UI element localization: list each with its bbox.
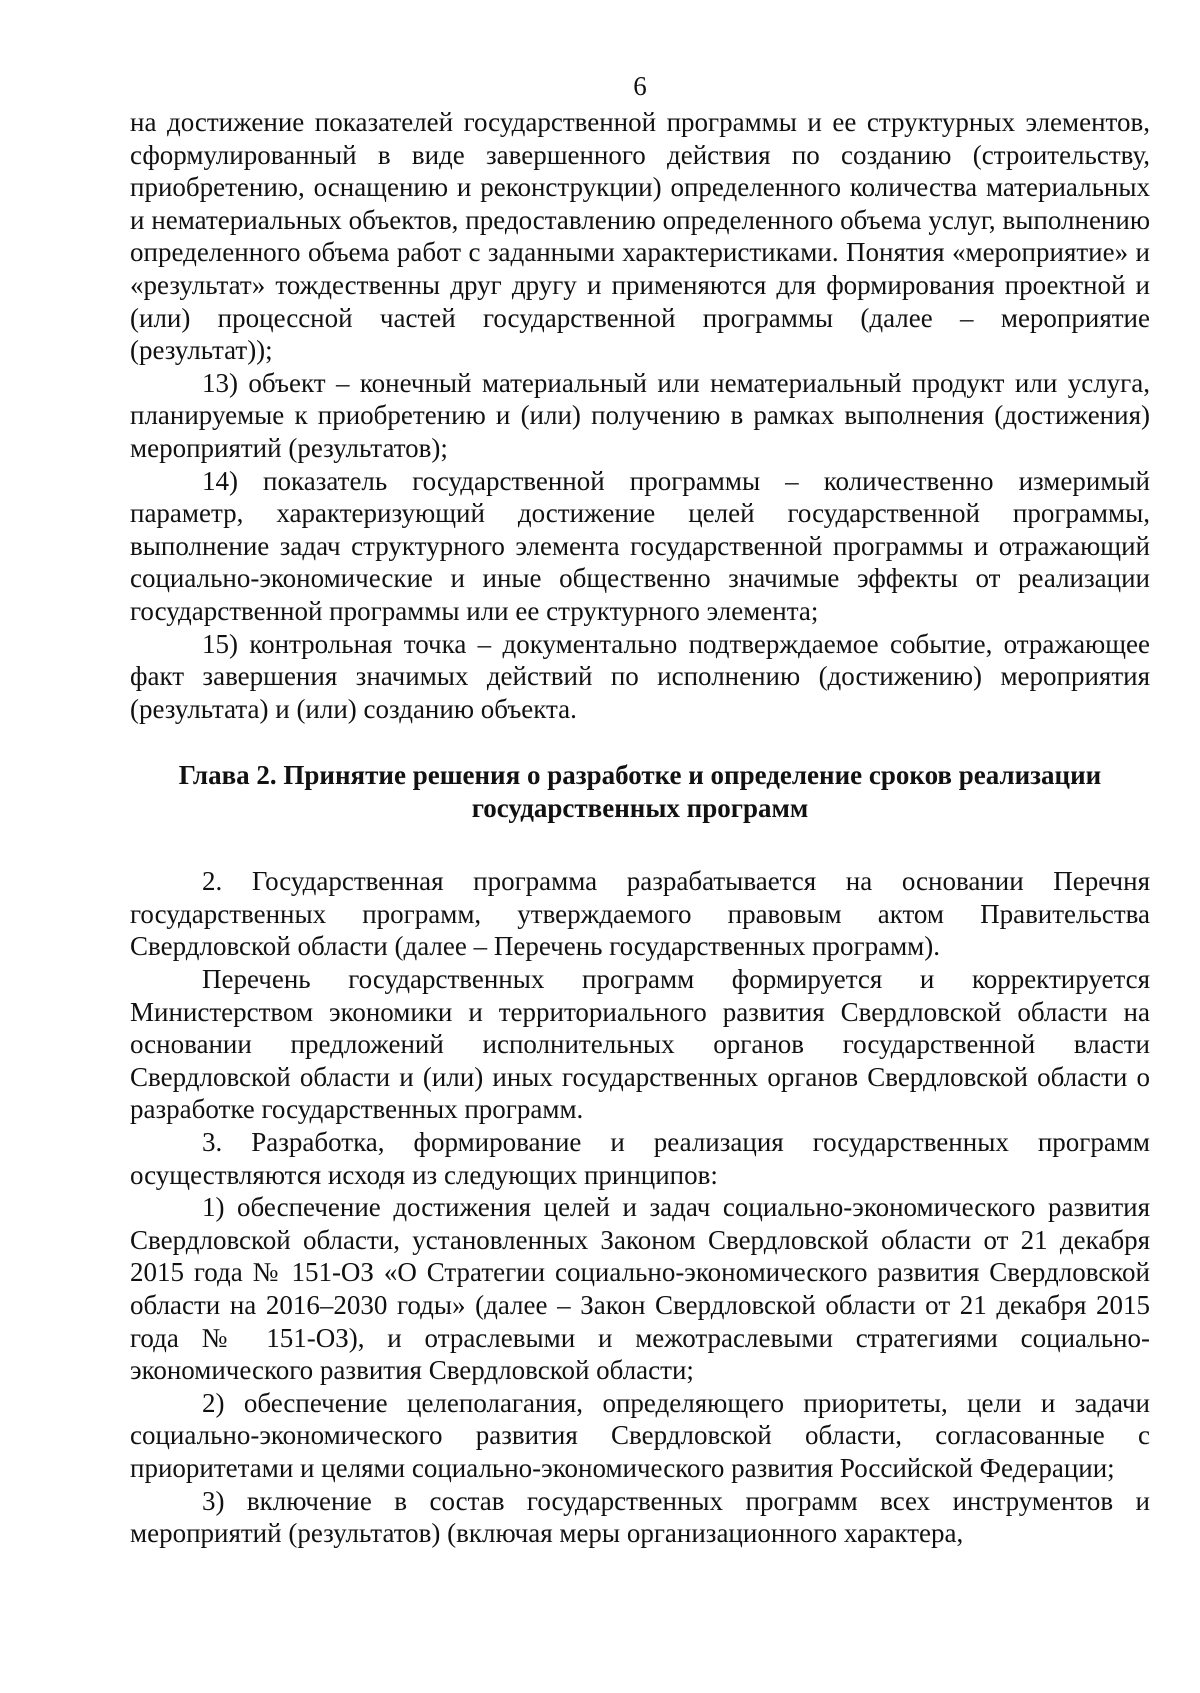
paragraph-2-continuation: Перечень государственных программ формируется и корректируется Министерством экономики и территориального развития Свердловской области на основании предложений исполнительных органов государственной власти Свердловской области и (или) иных государственных органов Свердловской области о разработке государственных программ.: [130, 964, 1150, 1125]
definition-item-15: 15) контрольная точка – документально подтверждаемое событие, отражающее факт завершения значимых действий по исполнению (достижению) мероприятия (результата) и (или) созданию объекта.: [130, 628, 1150, 724]
definition-item-14: 14) показатель государственной программы – количественно измеримый параметр, характеризующий достижение целей государственной программы, выполнение задач структурного элемента государственной программы и отражающий социально-экономические и иные общественно значимые эффекты от реализации государственной программы или ее структурного элемента;: [130, 465, 1150, 626]
paragraph-2: 2. Государственная программа разрабатывается на основании Перечня государственных программ, утверждаемого правовым актом Правительства Свердловской области (далее – Перечень государственных программ).: [130, 866, 1150, 962]
chapter-title: Глава 2. Принятие решения о разработке и определение сроков реализации государственных программ: [178, 760, 1102, 824]
principle-item-3: 3) включение в состав государственных программ всех инструментов и мероприятий (результатов) (включая меры организационного характера,: [130, 1485, 1150, 1549]
page-number: 6: [633, 71, 647, 101]
paragraph-3: 3. Разработка, формирование и реализация государственных программ осуществляются исходя из следующих принципов:: [130, 1127, 1150, 1190]
document-page: [130, 70, 1150, 1550]
principle-item-2: 2) обеспечение целеполагания, определяющего приоритеты, цели и задачи социально-экономического развития Свердловской области, согласованные с приоритетами и целями социально-экономического развития Российской Федерации;: [130, 1387, 1150, 1483]
principle-item-1: 1) обеспечение достижения целей и задач социально-экономического развития Свердловской области, установленных Законом Свердловской области от 21 декабря 2015 года № 151-ОЗ «О Стратегии социально-экономического развития Свердловской области на 2016–2030 годы» (далее – Закон Свердловской области от 21 декабря 2015 года № 151-ОЗ), и отраслевыми и межотраслевыми стратегиями социально-экономического развития Свердловской области;: [130, 1192, 1150, 1386]
definition-item-13: 13) объект – конечный материальный или нематериальный продукт или услуга, планируемые к приобретению и (или) получению в рамках выполнения (достижения) мероприятий (результатов);: [130, 367, 1150, 463]
paragraph-intro: на достижение показателей государственной программы и ее структурных элементов, сформулированный в виде завершенного действия по созданию (строительству, приобретению, оснащению и реконструкции) определенного количества материальных и нематериальных объектов, предоставлению определенного объема услуг, выполнению определенного объема работ с заданными характеристиками. Понятия «мероприятие» и «результат» тождественны друг другу и применяются для формирования проектной и (или) процессной частей государственной программы (далее – мероприятие (результат));: [130, 107, 1150, 366]
